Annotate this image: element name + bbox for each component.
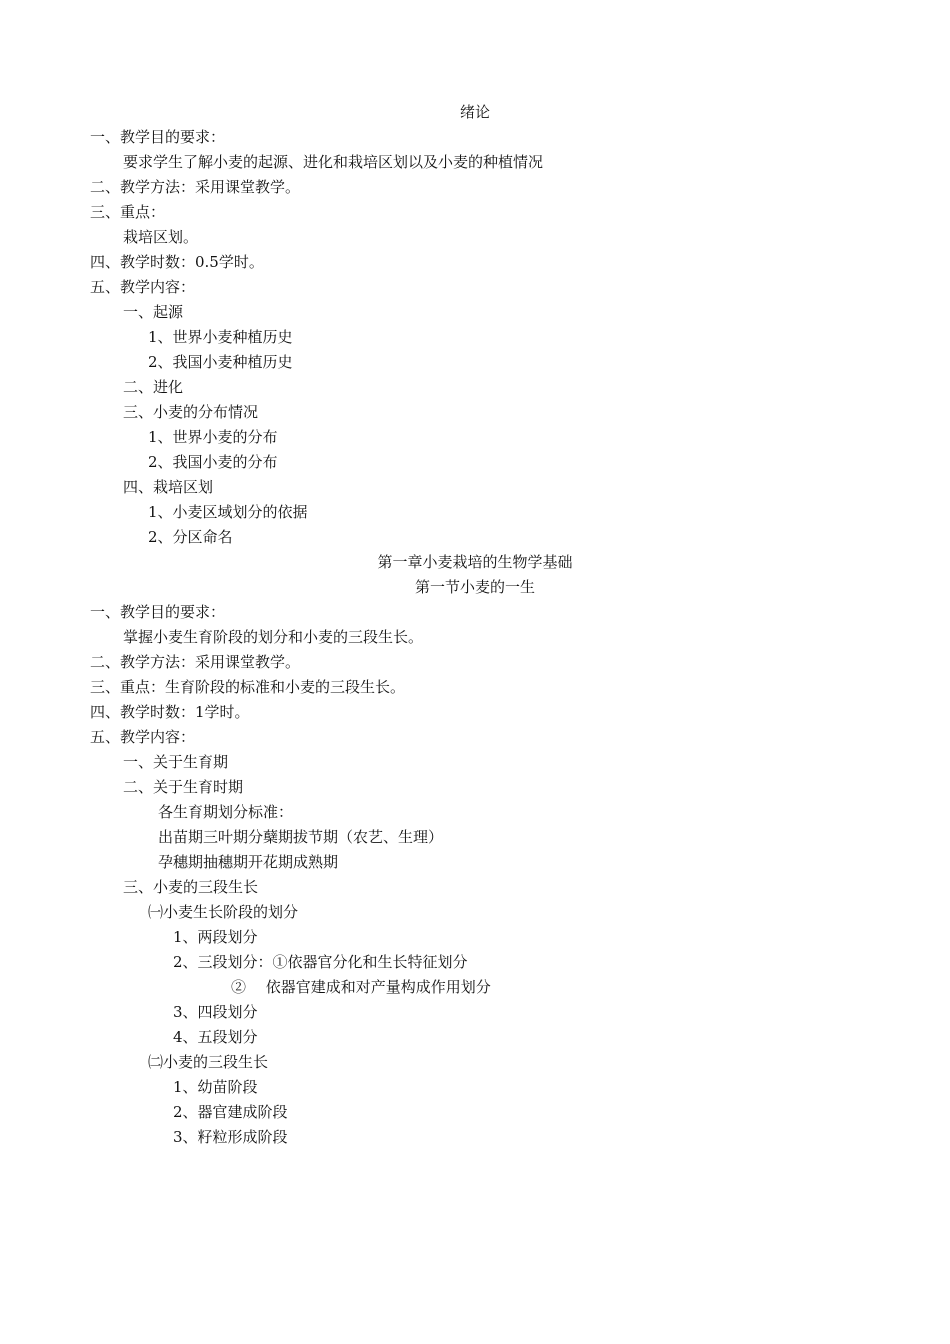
ch1-content-subitem: 3、籽粒形成阶段 (173, 1128, 288, 1146)
intro-key-points-heading: 三、重点： (90, 203, 166, 221)
ch1-content-subitem: 孕穗期抽穗期开花期成熟期 (158, 853, 339, 871)
intro-content-subitem: 1、小麦区域划分的依据 (148, 503, 308, 521)
ch1-content-item: 二、关于生育时期 (123, 778, 244, 796)
intro-key-points-text: 栽培区划。 (123, 228, 199, 246)
ch1-key-points: 三、重点：生育阶段的标准和小麦的三段生长。 (90, 678, 406, 696)
ch1-content-part: ㈠小麦生长阶段的划分 (148, 903, 299, 921)
intro-content-item: 三、小麦的分布情况 (123, 403, 259, 421)
intro-content-subitem: 1、世界小麦的分布 (148, 428, 278, 446)
ch1-method: 二、教学方法：采用课堂教学。 (90, 653, 301, 671)
ch1-content-item: 三、小麦的三段生长 (123, 878, 259, 896)
ch1-content-subitem: 各生育期划分标准： (158, 803, 294, 821)
ch1-hours: 四、教学时数：1学时。 (90, 703, 250, 721)
intro-content-subitem: 2、我国小麦种植历史 (148, 353, 293, 371)
ch1-content-subitem: 2、器官建成阶段 (173, 1103, 288, 1121)
intro-objective-text: 要求学生了解小麦的起源、进化和栽培区划以及小麦的种植情况 (123, 153, 544, 171)
ch1-content-subitem: 1、两段划分 (173, 928, 258, 946)
ch1-objective-text: 掌握小麦生育阶段的划分和小麦的三段生长。 (123, 628, 424, 646)
ch1-content-item: 一、关于生育期 (123, 753, 229, 771)
ch1-content-subitem: 1、幼苗阶段 (173, 1078, 258, 1096)
intro-title: 绪论 (459, 103, 490, 121)
intro-content-subitem: 2、我国小麦的分布 (148, 453, 278, 471)
intro-content-subitem: 1、世界小麦种植历史 (148, 328, 293, 346)
intro-method: 二、教学方法：采用课堂教学。 (90, 178, 301, 196)
intro-content-item: 二、进化 (123, 378, 184, 396)
chapter-title: 第一章小麦栽培的生物学基础 (377, 553, 573, 571)
intro-content-item: 四、栽培区划 (123, 478, 214, 496)
intro-hours: 四、教学时数：0.5学时。 (90, 253, 264, 271)
ch1-content-subitem: 4、五段划分 (173, 1028, 258, 1046)
section-title: 第一节小麦的一生 (414, 578, 535, 596)
intro-content-item: 一、起源 (123, 303, 184, 321)
ch1-content-heading: 五、教学内容： (90, 728, 196, 746)
intro-content-subitem: 2、分区命名 (148, 528, 233, 546)
intro-content-heading: 五、教学内容： (90, 278, 196, 296)
ch1-content-subitem: ② 依器官建成和对产量构成作用划分 (231, 978, 491, 996)
intro-objective-heading: 一、教学目的要求： (90, 128, 226, 146)
ch1-content-subitem: 2、三段划分：①依器官分化和生长特征划分 (173, 953, 468, 971)
ch1-objective-heading: 一、教学目的要求： (90, 603, 226, 621)
ch1-content-subitem: 3、四段划分 (173, 1003, 258, 1021)
ch1-content-subitem: 出苗期三叶期分蘖期拔节期（农艺、生理） (158, 828, 444, 846)
ch1-content-part: ㈡小麦的三段生长 (148, 1053, 269, 1071)
